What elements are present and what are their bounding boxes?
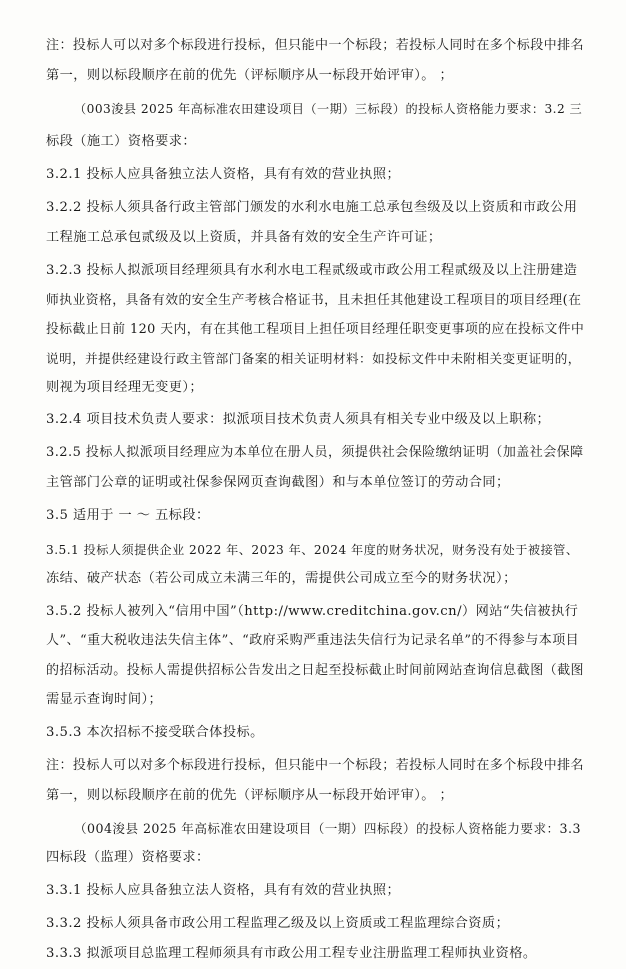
text-line: 注：投标人可以对多个标段进行投标，但只能中一个标段；若投标人同时在多个标段中排名: [46, 758, 585, 773]
text-line: 3.2.5 投标人拟派项目经理应为本单位在册人员，须提供社会保险缴纳证明（加盖社会保障: [46, 445, 584, 460]
text-line: 3.2.1 投标人应具备独立法人资格，具有有效的营业执照；: [46, 167, 401, 182]
text-line: 的招标活动。投标人需提供招标公告发出之日起至投标截止时间前网站查询信息截图（截图: [46, 663, 585, 678]
text-line: 标段（施工）资格要求：: [46, 134, 197, 149]
text-line: 主管部门公章的证明或社保参保网页查询截图）和与本单位签订的劳动合同；: [46, 475, 510, 490]
text-line: 3.2.2 投标人须具备行政主管部门颁发的水利水电施工总承包叁级及以上资质和市政公用: [46, 200, 578, 215]
text-line: 注：投标人可以对多个标段进行投标，但只能中一个标段；若投标人同时在多个标段中排名: [46, 38, 585, 53]
text-line: 3.3.1 投标人应具备独立法人资格，具有有效的营业执照；: [46, 883, 401, 898]
text-line: 说明，并提供经建设行政主管部门备案的相关证明材料：如投标文件中未附相关变更证明的，: [46, 351, 581, 366]
text-line: 第一，则以标段顺序在前的优先（评标顺序从一标段开始评审）。 ；: [46, 68, 454, 83]
text-line: 则视为项目经理无变更）；: [46, 380, 204, 395]
text-line: 3.2.3 投标人拟派项目经理须具有水利水电工程贰级或市政公用工程贰级及以上注册建造: [46, 263, 578, 278]
text-line: （003浚县 2025 年高标准农田建设项目（一期）三标段）的投标人资格能力要求：3.2 三: [74, 102, 583, 116]
text-line: 冻结、破产状态（若公司成立未满三年的，需提供公司成立至今的财务状况）；: [46, 571, 517, 586]
text-line: 工程施工总承包贰级及以上资质，并具备有效的安全生产许可证；: [46, 230, 442, 245]
text-line: 3.5.3 本次招标不接受联合体投标。: [46, 725, 264, 740]
text-line: 四标段（监理）资格要求：: [46, 850, 210, 865]
text-line: 3.2.4 项目技术负责人要求：拟派项目技术负责人须具有相关专业中级及以上职称；: [46, 412, 551, 427]
text-line: 3.3.3 拟派项目总监理工程师须具有市政公用工程专业注册监理工程师执业资格。: [46, 946, 537, 961]
text-line: 3.5.2 投标人被列入“信用中国”（http://www.creditchina.gov.cn/）网站“失信被执行: [46, 604, 579, 619]
text-line: （004浚县 2025 年高标准农田建设项目（一期）四标段）的投标人资格能力要求：3.3: [74, 821, 581, 836]
text-line: 师执业资格，具备有效的安全生产考核合格证书，且未担任其他建设工程项目的项目经理(在: [46, 293, 582, 308]
text-line: 投标截止日前 120 天内，有在其他工程项目上担任项目经理任职变更事项的应在投标文件中: [46, 322, 585, 337]
text-line: 3.5.1 投标人须提供企业 2022 年、2023 年、2024 年度的财务状况，财务没有处于被接管、: [46, 543, 579, 557]
text-line: 第一，则以标段顺序在前的优先（评标顺序从一标段开始评审）。 ；: [46, 788, 454, 803]
text-line: 3.5 适用于 一 ～ 五标段：: [46, 508, 210, 523]
text-line: 需显示查询时间）；: [46, 692, 163, 707]
text-line: 人”、“重大税收违法失信主体”、“政府采购严重违法失信行为记录名单”的不得参与本项目: [46, 633, 580, 648]
text-line: 3.3.2 投标人须具备市政公用工程监理乙级及以上资质或工程监理综合资质；: [46, 916, 510, 931]
